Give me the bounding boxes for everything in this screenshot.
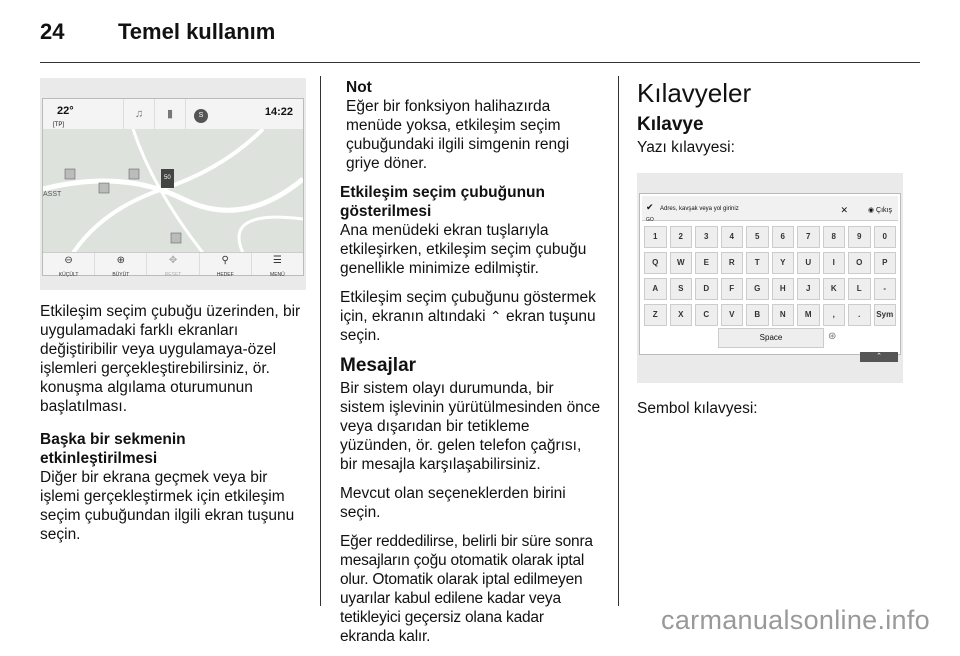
page-header: [40, 12, 275, 52]
keyboard-key[interactable]: Y: [772, 252, 795, 274]
exit-button[interactable]: ◉ Çıkış: [867, 207, 892, 214]
section-heading: Mesajlar: [340, 355, 417, 376]
interaction-selector-bar: [43, 252, 303, 278]
keyboard-key[interactable]: C: [695, 304, 718, 326]
zoom-out-button[interactable]: ⊖ KÜÇÜLT: [43, 253, 95, 275]
tp-indicator: [TP]: [53, 122, 65, 128]
reset-button[interactable]: ✥ RESET: [147, 253, 199, 275]
keyboard-key[interactable]: Z: [644, 304, 667, 326]
note-text: Eğer bir fonksiyon halihazırda menüde yoksa, etkileşim seçim çubuğundaki ilgili simgenin rengi griye döner.: [346, 98, 570, 172]
paragraph: Sembol kılavyesi:: [637, 400, 758, 417]
paragraph: Eğer reddedilirse, belirli bir süre sonra mesajların çoğu otomatik olarak iptal olur. Otomatik olarak iptal edilmeyen uyarılar kabul edilene kadar veya tetikleyici geçersiz olana kadar ekranda kalır.: [340, 533, 593, 645]
space-key[interactable]: Space: [718, 328, 824, 348]
phone-icon: ▮: [154, 99, 185, 129]
note-box: [340, 78, 602, 173]
paragraph: Mevcut olan seçeneklerden birini seçin.: [340, 485, 566, 521]
minus-icon: ⊖: [64, 255, 73, 266]
navigation-screen-figure: [40, 78, 306, 290]
keyboard-key[interactable]: 4: [721, 226, 744, 248]
keyboard-key[interactable]: L: [848, 278, 871, 300]
keyboard-key[interactable]: S: [670, 278, 693, 300]
column-2: [340, 78, 602, 656]
keyboard-key[interactable]: A: [644, 278, 667, 300]
paragraph: Yazı kılavyesi:: [637, 139, 735, 156]
go-label: GO: [646, 217, 654, 223]
subheading: Etkileşim seçim çubuğunun gösterilmesi: [340, 184, 545, 220]
column-3: [637, 78, 903, 428]
keyboard-key[interactable]: .: [848, 304, 871, 326]
page-number: 24: [40, 19, 65, 44]
keyboard-key[interactable]: D: [695, 278, 718, 300]
keyboard-screen: [639, 193, 901, 360]
keyboard-key[interactable]: 8: [823, 226, 846, 248]
music-icon: ♫: [123, 99, 154, 129]
keyboard-key[interactable]: O: [848, 252, 871, 274]
keyboard-key[interactable]: M: [797, 304, 820, 326]
keyboard-row: [644, 278, 896, 300]
watermark: carmanualsonline.info: [661, 605, 930, 635]
hide-keyboard-button[interactable]: ⌃: [860, 352, 898, 362]
header-rule: [40, 62, 920, 63]
keyboard-key[interactable]: W: [670, 252, 693, 274]
nav-top-bar: [43, 99, 303, 130]
subheading: Başka bir sekmenin etkinleştirilmesi: [40, 431, 186, 467]
map-label: ASST: [43, 191, 62, 198]
keyboard-key[interactable]: 2: [670, 226, 693, 248]
keyboard-row: [644, 226, 896, 248]
paragraph: Bir sistem olayı durumunda, bir sistem işlevinin yürütülmesinden önce veya dışarıdan bir tetikleme yüzünden, ör. gelen telefon çağrısı, bir mesajla karşılaşabilirsiniz.: [340, 380, 601, 473]
paragraph: Diğer bir ekrana geçmek veya bir işlemi gerçekleştirmek için etkileşim seçim çubuğundan ilgili ekran tuşunu seçin.: [40, 469, 295, 543]
keyboard-key[interactable]: V: [721, 304, 744, 326]
column-divider-2: [618, 76, 619, 606]
keyboard-key[interactable]: I: [823, 252, 846, 274]
keyboard-key[interactable]: T: [746, 252, 769, 274]
keyboard-key[interactable]: 1: [644, 226, 667, 248]
keyboard-row: [644, 304, 896, 326]
keyboard-key[interactable]: 0: [874, 226, 897, 248]
keyboard-keys: [644, 226, 896, 330]
globe-icon[interactable]: ⊛: [828, 331, 837, 342]
column-divider-1: [320, 76, 321, 606]
keyboard-key[interactable]: G: [746, 278, 769, 300]
keyboard-key[interactable]: E: [695, 252, 718, 274]
keyboard-key[interactable]: 7: [797, 226, 820, 248]
page-title: Temel kullanım: [118, 19, 276, 44]
clear-icon[interactable]: ✕: [840, 205, 848, 215]
navigation-screen: [42, 98, 304, 276]
keyboard-key[interactable]: Q: [644, 252, 667, 274]
keyboard-key[interactable]: P: [874, 252, 897, 274]
keyboard-key[interactable]: F: [721, 278, 744, 300]
keyboard-key[interactable]: -: [874, 278, 897, 300]
chapter-heading: Kılavyeler: [637, 78, 752, 108]
keyboard-key[interactable]: H: [772, 278, 795, 300]
keyboard-key[interactable]: R: [721, 252, 744, 274]
menu-button[interactable]: ☰ MENÜ: [252, 253, 303, 275]
keyboard-key[interactable]: ,: [823, 304, 846, 326]
keyboard-key[interactable]: X: [670, 304, 693, 326]
checkmark-icon: ✔: [646, 202, 654, 212]
speed-limit-sign: 50: [161, 169, 174, 188]
keyboard-key[interactable]: U: [797, 252, 820, 274]
section-heading: Kılavye: [637, 114, 704, 135]
keyboard-key[interactable]: 5: [746, 226, 769, 248]
keyboard-key[interactable]: J: [797, 278, 820, 300]
map-view: [43, 129, 303, 253]
keyboard-key[interactable]: K: [823, 278, 846, 300]
chevron-up-icon: ⌃: [489, 308, 502, 324]
address-input[interactable]: [642, 196, 898, 221]
keyboard-key[interactable]: 6: [772, 226, 795, 248]
keyboard-row: [644, 252, 896, 274]
paragraph: Ana menüdeki ekran tuşlarıyla etkileşirken, etkileşim seçim çubuğu genellikle minimize edilmiştir.: [340, 222, 587, 277]
map-roads: [43, 129, 303, 253]
note-title: Not: [346, 79, 372, 96]
keyboard-key[interactable]: Sym: [874, 304, 897, 326]
keyboard-figure: [637, 173, 903, 383]
destination-button[interactable]: ⚲ HEDEF: [200, 253, 252, 275]
paragraph: Etkileşim seçim çubuğunu göstermek için, ekranın altındaki ⌃ ekran tuşunu seçin.: [340, 289, 596, 344]
keyboard-key[interactable]: 3: [695, 226, 718, 248]
column-1: [40, 78, 306, 554]
temperature: 22°: [57, 105, 74, 117]
clock: 14:22: [264, 106, 293, 118]
nav-app-icon: S: [185, 99, 216, 129]
plus-icon: ⊕: [116, 255, 125, 266]
keyboard-key[interactable]: N: [772, 304, 795, 326]
search-icon: ⚲: [221, 255, 229, 266]
keyboard-key[interactable]: 9: [848, 226, 871, 248]
crosshair-icon: ✥: [168, 255, 178, 266]
zoom-in-button[interactable]: ⊕ BÜYÜT: [95, 253, 147, 275]
input-placeholder: Adres, kavşak veya yol giriniz: [660, 206, 739, 212]
paragraph: Etkileşim seçim çubuğu üzerinden, bir uygulamadaki farklı ekranları değiştiribilir veya uygulamaya-özel işlemleri gerçekleştirebilirsiniz, ör. konuşma algılama oturumunun başlatılması.: [40, 303, 301, 415]
keyboard-key[interactable]: B: [746, 304, 769, 326]
menu-icon: ☰: [272, 255, 282, 266]
